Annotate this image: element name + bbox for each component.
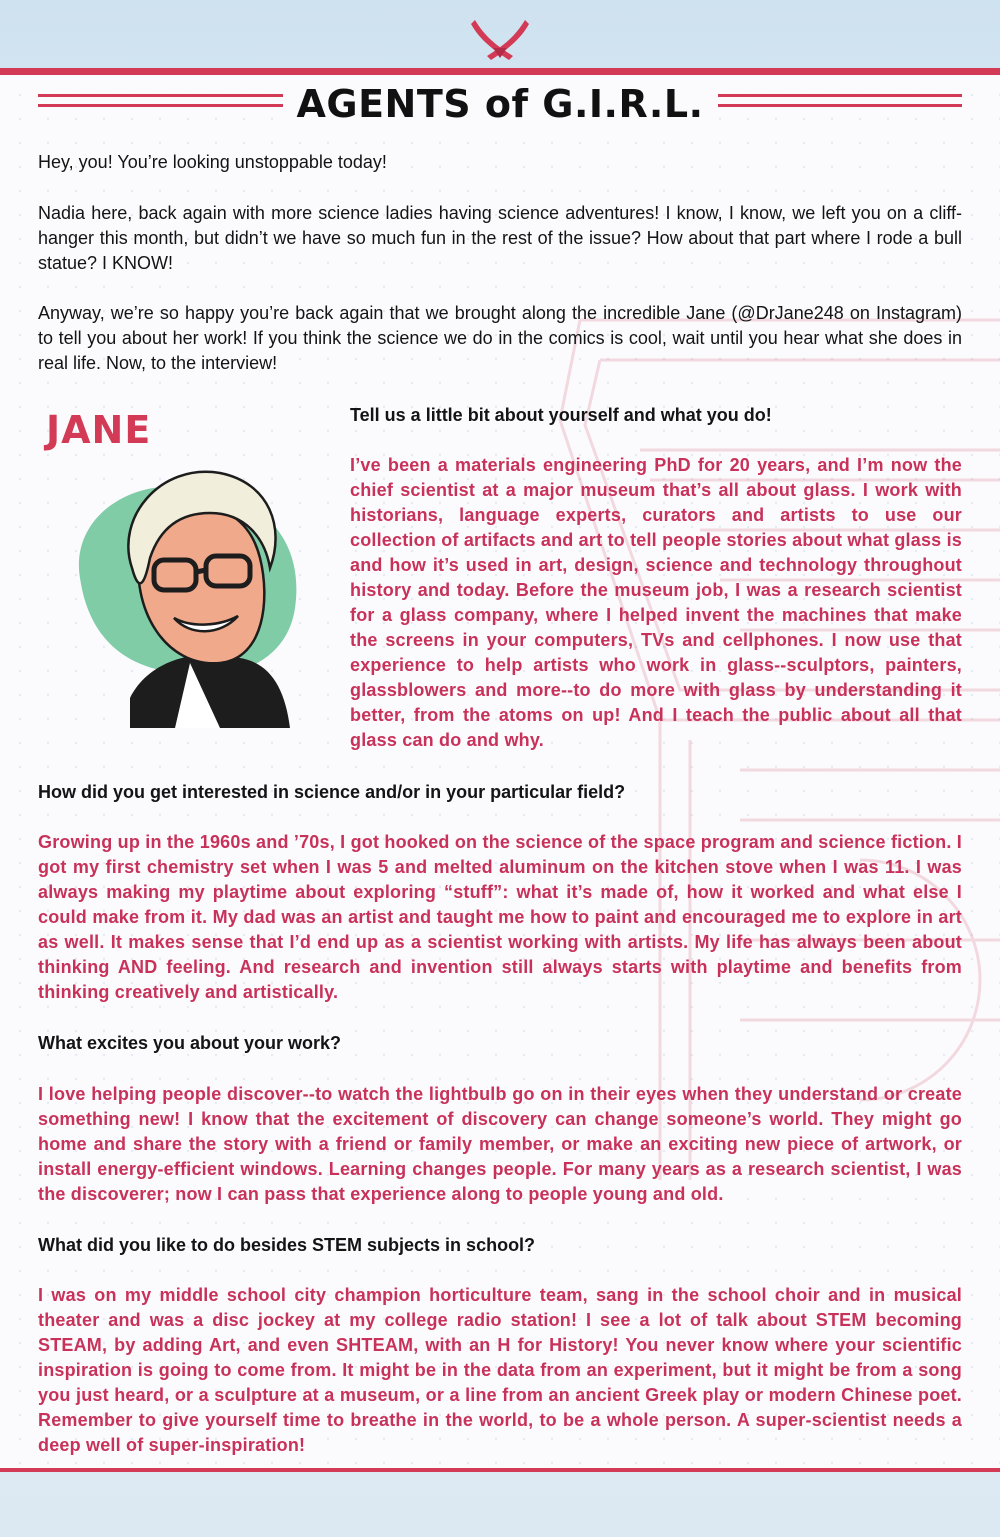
answer-3: I love helping people discover--to watch the lightbulb go on in their eyes when they understand or create something new! I know that the excitement of discovery can change someone’s world. They might go home and share the story with a friend or family member, or make an exciting new piece of artwork, or install energy-efficient windows. Learning changes people. For many years as a research scientist, I was the discoverer; now I can pass that experience along to people young and old.	[38, 1084, 962, 1204]
answer-1: I’ve been a materials engineering PhD for 20 years, and I’m now the chief scientist at a major museum that’s all about glass. I work with historians, language experts, curators and artists to use our collection of artifacts and art to tell people stories about what glass is and how it’s used in art, design, science and technology throughout history and today. Before the museum job, I was a research scientist for a glass company, where I helped invent the machines that make the screens in your computers, TVs and cellphones. I now use that experience to help artists who work in glass--sculptors, painters, glassblowers and more--to do more with glass by understanding it better, from the atoms on up! And I teach the public about all that glass can do and why.	[350, 455, 962, 750]
intro-paragraph-1: Nadia here, back again with more science ladies having science adventures! I know, I know, we left you on a cliff-hanger this month, but didn’t we have so much fun in the rest of the issue? How about that part where I rode a bull statue? I KNOW!	[38, 203, 962, 273]
intro-greeting: Hey, you! You’re looking unstoppable today!	[38, 152, 387, 172]
page-title: AGENTS of G.I.R.L.	[283, 82, 718, 126]
question-3: What excites you about your work?	[38, 1033, 342, 1053]
title-banner	[38, 80, 962, 128]
question-2: How did you get interested in science and/or in your particular field?	[38, 782, 626, 802]
question-1: Tell us a little bit about yourself and what you do!	[350, 405, 772, 425]
question-4: What did you like to do besides STEM subjects in school?	[38, 1235, 536, 1255]
answer-4: I was on my middle school city champion horticulture team, sang in the school choir and in musical theater and was a disc jockey at my college radio station! I see a lot of talk about STEM becoming STEAM, by adding Art, and even SHTEAM, with an H for History! You never know where your scientific inspiration is going to come from. It might be in the data from an experiment, but it might be from a song you just heard, or a sculpture at a museum, or a line from an ancient Greek play or modern Chinese poet. Remember to give yourself time to breathe in the world, to be a whole person. A super-scientist needs a deep well of super-inspiration!	[38, 1285, 962, 1455]
intro-paragraph-2: Anyway, we’re so happy you’re back again that we brought along the incredible Jane (@DrJane248 on Instagram) to tell you about her work! If you think the science we do in the comics is cool, wait until you hear what she does in real life. Now, to the interview!	[38, 303, 962, 373]
jane-portrait-illustration	[70, 458, 310, 728]
crossed-swords-emblem-icon	[469, 18, 531, 62]
answer-2: Growing up in the 1960s and ’70s, I got hooked on the science of the space program and science fiction. I got my first chemistry set when I was 5 and melted aluminum on the kitchen stove when I was 11. I was always making my playtime about exploring “stuff”: what it’s made of, how it worked and what else I could make from it. My dad was an artist and taught me how to paint and encouraged me to explore in art as well. It makes sense that I’d end up as a scientist working with artists. My life has always been about thinking AND feeling. And research and invention still always starts with playtime and benefits from thinking creatively and artistically.	[38, 832, 962, 1002]
profile-name: JANE	[46, 408, 152, 452]
